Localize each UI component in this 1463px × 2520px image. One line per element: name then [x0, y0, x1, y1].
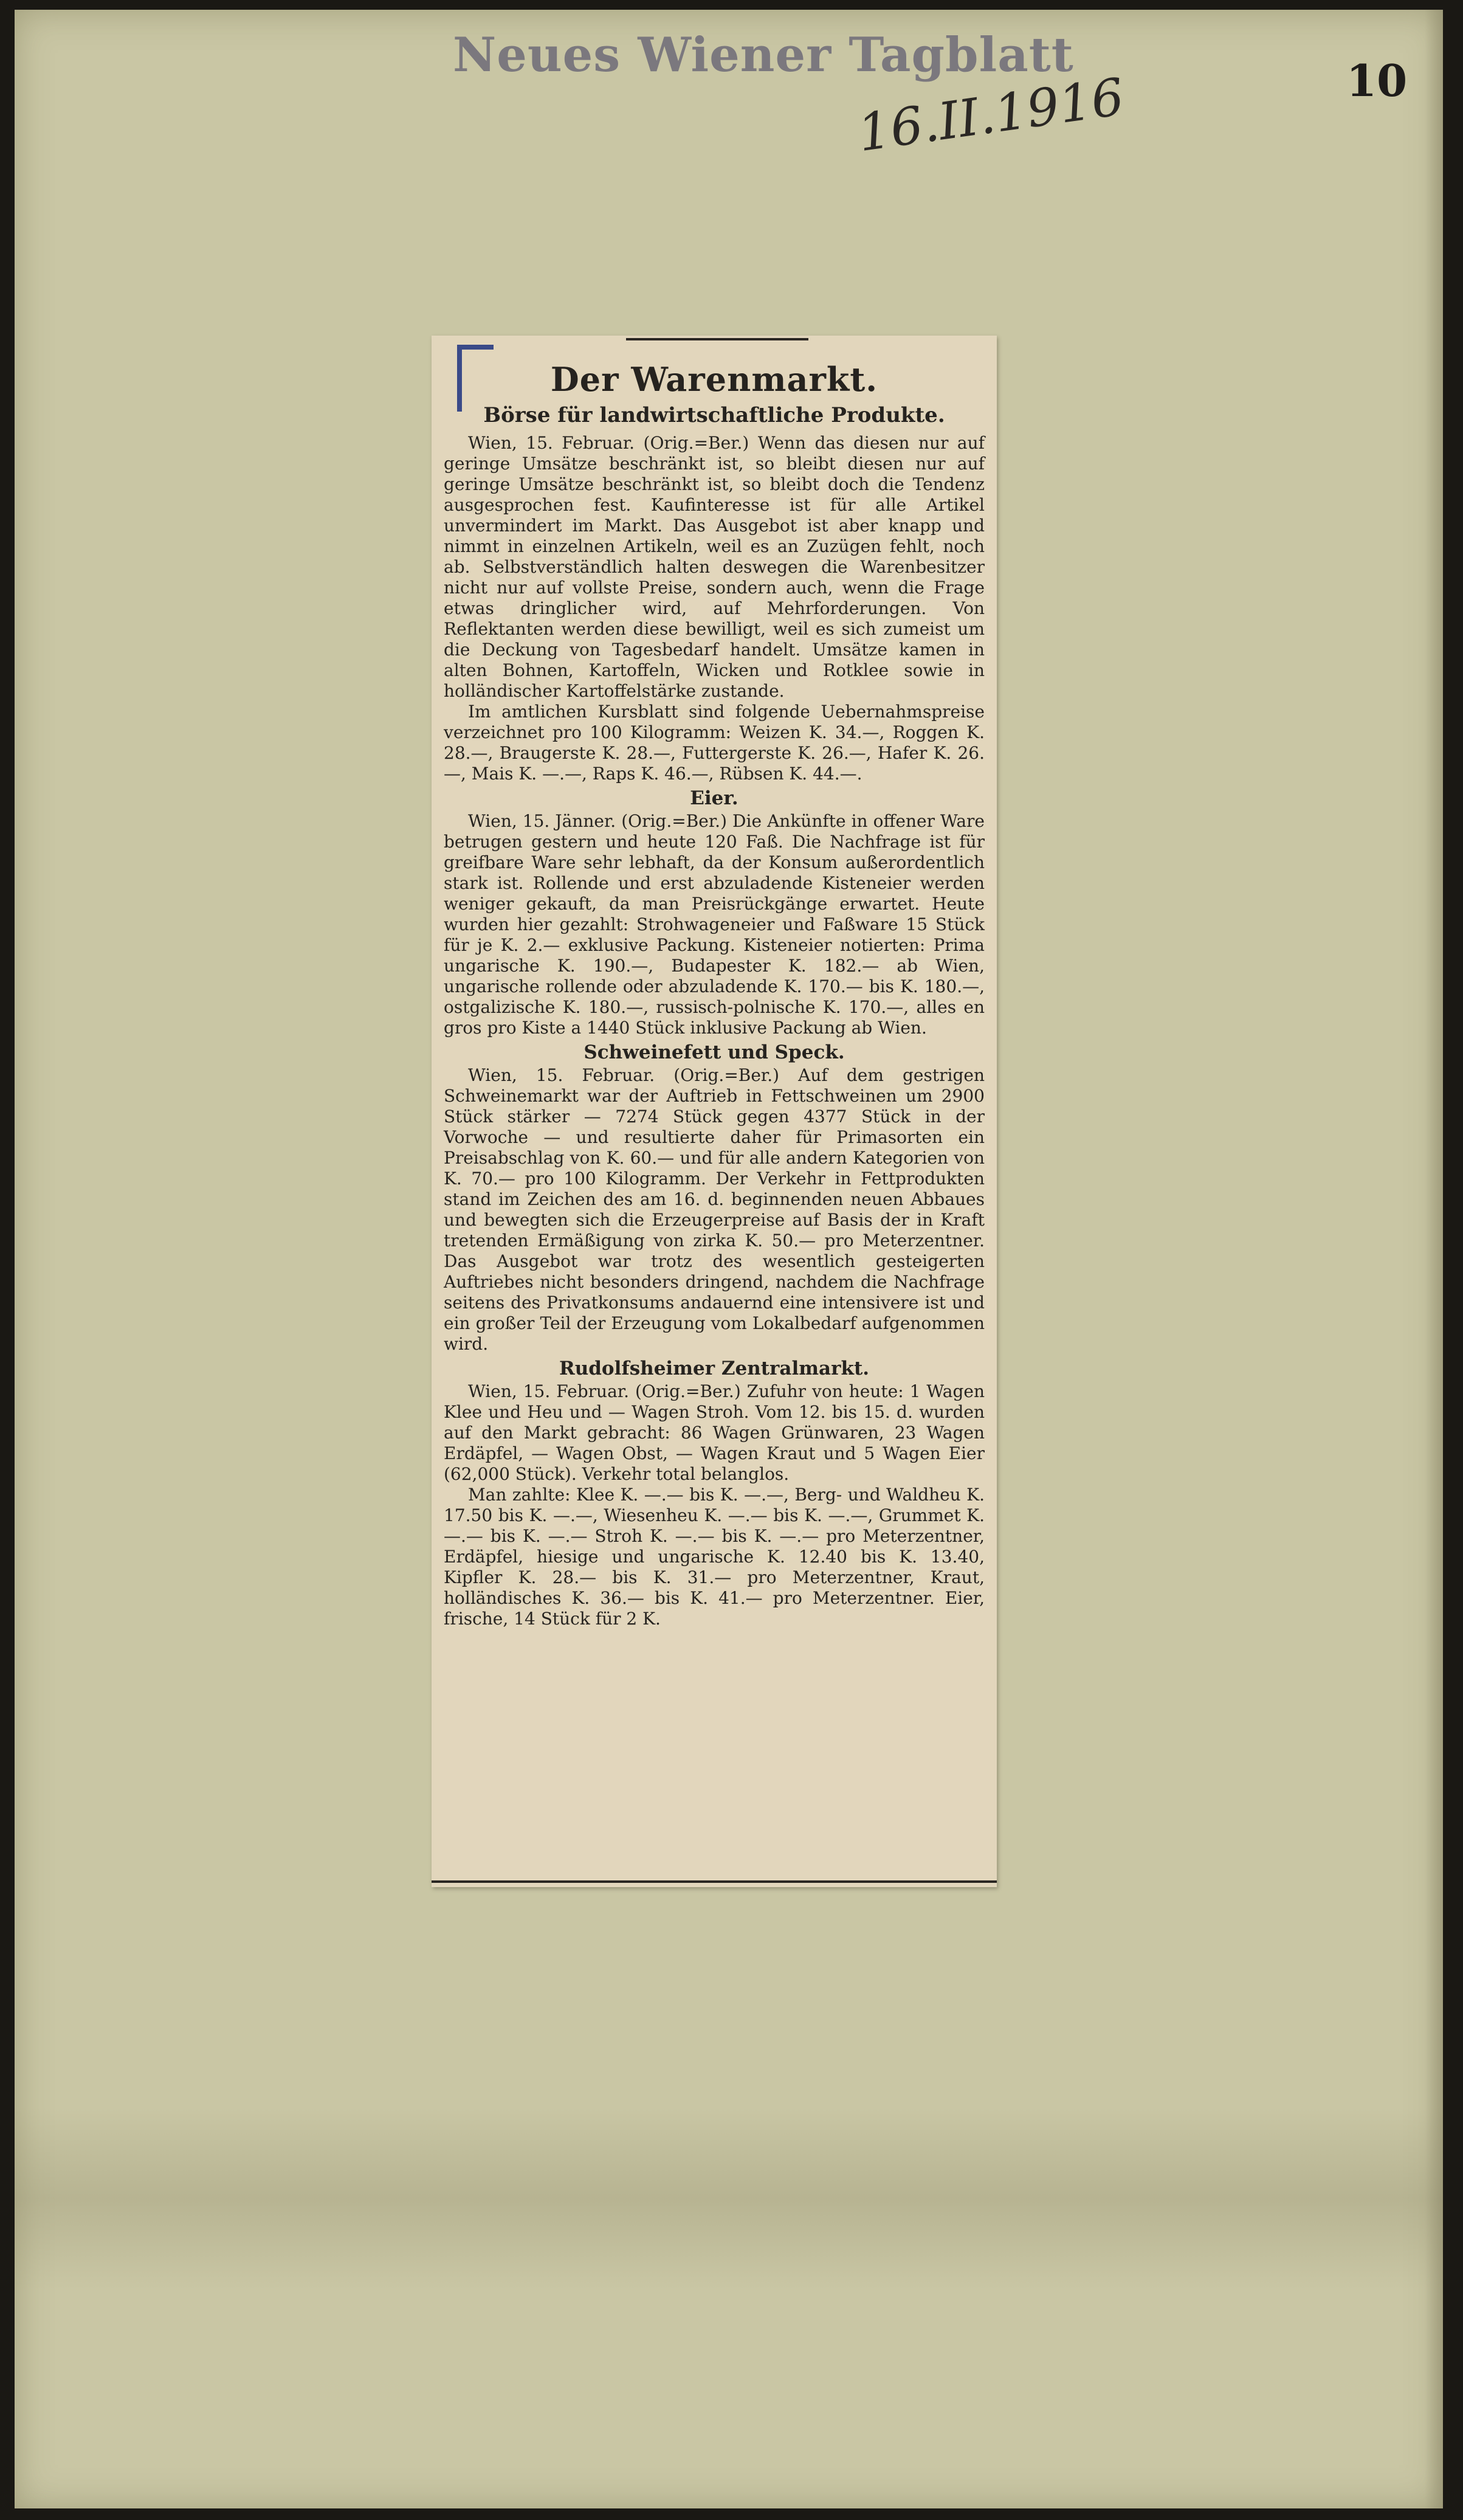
newspaper-name-stamp: Neues Wiener Tagblatt	[453, 27, 1074, 83]
top-rule	[626, 338, 808, 340]
section-heading-schweinefett: Schweinefett und Speck.	[583, 1041, 845, 1063]
article-subtitle: Börse für landwirtschaftliche Produkte.	[483, 403, 945, 427]
handwritten-date: 16.II.1916	[854, 66, 1128, 164]
article-title: Der Warenmarkt.	[550, 360, 878, 399]
paragraph: Im amtlichen Kursblatt sind folgende Uebernahmspreise verzeichnet pro 100 Kilogramm: Weizen K. 34.—, Roggen K. 28.—, Braugerste K. 28.—, Futtergerste K. 26.—, Hafer K. 26.—, Mais K. —.—, Raps K. 46.—, Rübsen K. 44.—.	[444, 702, 985, 784]
paragraph: Wien, 15. Februar. (Orig.=Ber.) Zufuhr von heute: 1 Wagen Klee und Heu und — Wagen Stroh. Vom 12. bis 15. d. wurden auf den Markt gebracht: 86 Wagen Grünwaren, 23 Wagen Erdäpfel, — Wagen Obst, — Wagen Kraut und 5 Wagen Eier (62,000 Stück). Verkehr total belanglos.	[444, 1381, 985, 1484]
paragraph: Wien, 15. Februar. (Orig.=Ber.) Auf dem gestrigen Schweinemarkt war der Auftrieb in Fettschweinen um 2900 Stück stärker — 7274 Stück gegen 4377 Stück in der Vorwoche — und resultierte daher für Primasorten ein Preisabschlag von K. 60.— und für alle andern Kategorien von K. 70.— pro 100 Kilogramm. Der Verkehr in Fettprodukten stand im Zeichen des am 16. d. beginnenden neuen Abbaues und bewegten sich die Erzeugerpreise auf Basis der in Kraft tretenden Ermäßigung von zirka K. 50.— pro Meterzentner. Das Ausgebot war trotz des wesentlich gesteigerten Auftriebes nicht besonders dringend, nachdem die Nachfrage seitens des Privatkonsums andauernd eine intensivere ist und ein großer Teil der Erzeugung vom Lokalbedarf aufgenommen wird.	[444, 1065, 985, 1354]
page-number: 10	[1346, 55, 1408, 106]
section-heading-eier: Eier.	[690, 787, 738, 809]
paragraph: Wien, 15. Februar. (Orig.=Ber.) Wenn das diesen nur auf geringe Umsätze beschränkt ist, so bleibt diesen nur auf geringe Umsätze beschränkt ist, so bleibt doch die Tendenz ausgesprochen fest. Kaufinteresse ist für alle Artikel unvermindert im Markt. Das Ausgebot ist aber knapp und nimmt in einzelnen Artikeln, weil es an Zuzügen fehlt, noch ab. Selbstverständlich halten deswegen die Warenbesitzer nicht nur auf vollste Preise, sondern auch, wenn die Frage etwas dringlicher wird, auf Mehrforderungen. Von Reflektanten werden diese bewilligt, weil es sich zumeist um die Deckung von Tagesbedarf handelt. Umsätze kamen in alten Bohnen, Kartoffeln, Wicken und Rotklee sowie in holländischer Kartoffelstärke zustande.	[444, 433, 985, 701]
paper-edge	[1425, 10, 1443, 2508]
paragraph: Man zahlte: Klee K. —.— bis K. —.—, Berg- und Waldheu K. 17.50 bis K. —.—, Wiesenheu K. —.— bis K. —.—, Grummet K. —.— bis K. —.— Stroh K. —.— bis K. —.— pro Meterzentner, Erdäpfel, hiesige und ungarische K. 12.40 bis K. 13.40, Kipfler K. 28.— bis K. 31.— pro Meterzentner, Kraut, holländisches K. 36.— bis K. 41.— pro Meterzentner. Eier, frische, 14 Stück für 2 K.	[444, 1485, 985, 1629]
bottom-rule	[432, 1880, 997, 1883]
newspaper-clipping	[432, 336, 997, 1887]
paper-shading	[15, 2107, 1443, 2290]
section-heading-zentralmarkt: Rudolfsheimer Zentralmarkt.	[559, 1358, 870, 1379]
article-body	[444, 433, 985, 1629]
paragraph: Wien, 15. Jänner. (Orig.=Ber.) Die Ankünfte in offener Ware betrugen gestern und heute 120 Faß. Die Nachfrage ist für greifbare Ware sehr lebhaft, da der Konsum außerordentlich stark ist. Rollende und erst abzuladende Kisteneier werden weniger gekauft, da man Preisrückgänge erwartet. Heute wurden hier gezahlt: Strohwageneier und Faßware 15 Stück für je K. 2.— exklusive Packung. Kisteneier notierten: Prima ungarische K. 190.—, Budapester K. 182.— ab Wien, ungarische rollende oder abzuladende K. 170.— bis K. 180.—, ostgalizische K. 180.—, russisch-polnische K. 170.—, alles en gros pro Kiste a 1440 Stück inklusive Packung ab Wien.	[444, 811, 985, 1038]
